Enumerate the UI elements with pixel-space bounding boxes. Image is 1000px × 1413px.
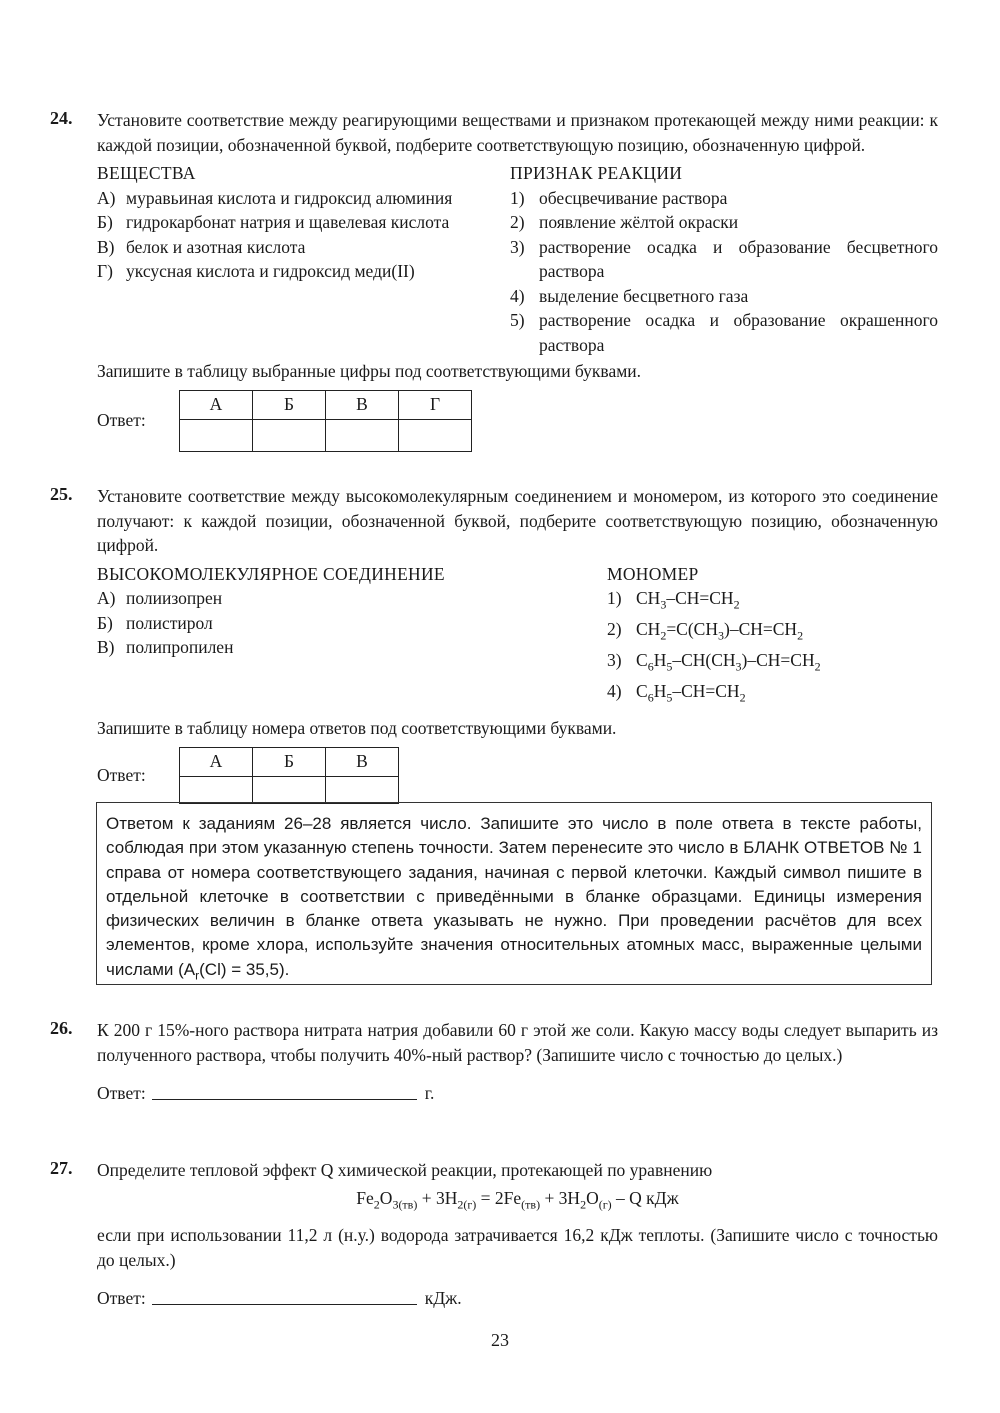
answer-table: [179, 747, 399, 804]
answer-cell[interactable]: [326, 776, 399, 803]
task-number: 27.: [50, 1158, 73, 1178]
task-26: [50, 1018, 938, 1104]
task-prompt: Установите соответствие между реагирующими веществами и признаком протекающей между ними реакции: к каждой позиции, обозначенной буквой, подберите соответствующую позицию, обозначенную цифрой.: [97, 110, 938, 155]
answer-unit: г.: [424, 1083, 435, 1103]
answer-cell[interactable]: [180, 419, 253, 451]
task-condition: если при использовании 11,2 л (н.у.) водорода затрачивается 16,2 кДж теплоты. (Запишите число с точностью до целых.): [97, 1225, 938, 1270]
answer-unit: кДж.: [424, 1288, 462, 1308]
answer-cell[interactable]: [326, 419, 399, 451]
answer-label: Ответ:: [97, 1083, 146, 1103]
list-item: 4) $C_6H_5-CH=CH_2$: [607, 681, 746, 705]
answer-line: [97, 1286, 938, 1309]
task-prompt: Установите соответствие между высокомолекулярным соединением и мономером, из которого это соединение получают: к каждой позиции, обозначенной буквой, подберите соответствующую позицию, обозначенную цифрой.: [97, 486, 938, 555]
reaction-equation: $Fe_2O_{3(тв)} + 3H_{2(г)} = 2Fe_{(тв)} + 3H_2O_{(г)} - Q$ кДж: [356, 1187, 679, 1211]
answer-cell[interactable]: [253, 419, 326, 451]
reaction-sign-column: [510, 161, 938, 357]
list-item: В) полипропилен: [97, 637, 234, 657]
list-item: 1) $CH_3-CH=CH_2$: [607, 588, 740, 612]
list-item: Б) полистирол: [97, 612, 213, 633]
list-item: 2) $CH_2=C(CH_3)-CH=CH_2$: [607, 619, 804, 643]
task-24: [50, 108, 938, 452]
table-header-cell: Б: [253, 747, 326, 776]
table-header-cell: Б: [253, 390, 326, 419]
list-item: А) полиизопрен: [97, 588, 223, 608]
page-number: 23: [491, 1330, 509, 1350]
polymer-column: [97, 562, 558, 711]
list-item: 3) $C_6H_5-CH(CH_3)-CH=CH_2$: [607, 650, 821, 674]
task-prompt: К 200 г 15%-ного раствора нитрата натрия добавили 60 г этой же соли. Какую массу воды следует выпарить из полученного раствора, чтобы получить 40%-ный раствор? (Запишите число с точностью до целых.): [97, 1020, 938, 1065]
answer-line: [97, 1081, 938, 1104]
answer-label: Ответ:: [97, 764, 146, 785]
answer-cell[interactable]: [180, 776, 253, 803]
answer-row: [97, 390, 938, 452]
instructions-text: Ответом к заданиям 26–28 является число. Запишите это число в поле ответа в тексте работы, соблюдая при этом указанную степень точности. Затем перенесите это число в БЛАНК ОТВЕТОВ № 1 справа от номера соответствующего задания, начиная с первой клеточки. Каждый символ пишите в отдельной клеточке в соответствии с приведёнными в бланке образцами. Единицы измерения физических величин в бланке ответа указывать не нужно. При проведении расчётов для всех элементов, кроме хлора, используйте значения относительных атомных масс, выраженные целыми числами $(A_r(Cl) = 35,5)$.: [106, 814, 922, 983]
list-item: А) муравьиная кислота и гидроксид алюминия: [97, 187, 453, 208]
task-number: 26.: [50, 1018, 73, 1038]
list-item: 3) растворение осадка и образование бесцветного раствора: [510, 236, 938, 281]
column-header: ВЫСОКОМОЛЕКУЛЯРНОЕ СОЕДИНЕНИЕ: [97, 563, 445, 584]
task-number: 25.: [50, 484, 73, 504]
list-item: 2) появление жёлтой окраски: [510, 212, 739, 232]
instructions-box: [96, 802, 932, 985]
table-header-cell: Г: [399, 390, 472, 419]
substances-column: [97, 161, 462, 357]
table-header-cell: А: [180, 747, 253, 776]
column-header: ПРИЗНАК РЕАКЦИИ: [510, 163, 683, 183]
monomer-column: [607, 562, 907, 711]
answer-input[interactable]: [152, 1286, 417, 1305]
answer-table: [179, 390, 472, 452]
list-item: В) белок и азотная кислота: [97, 236, 306, 257]
list-item: Б) гидрокарбонат натрия и щавелевая кислота: [97, 212, 450, 232]
column-header: МОНОМЕР: [607, 563, 699, 584]
table-header-cell: А: [180, 390, 253, 419]
task-number: 24.: [50, 108, 73, 128]
task-27: [50, 1158, 938, 1309]
answer-label: Ответ:: [97, 1288, 146, 1308]
matching-columns: [97, 562, 938, 711]
answer-label: Ответ:: [97, 410, 146, 430]
answer-input[interactable]: [152, 1081, 417, 1100]
list-item: Г) уксусная кислота и гидроксид меди(II): [97, 261, 415, 281]
column-header: ВЕЩЕСТВА: [97, 163, 196, 183]
answer-row: [97, 747, 938, 804]
instruction: Запишите в таблицу номера ответов под соответствующими буквами.: [97, 718, 617, 738]
answer-cell[interactable]: [253, 776, 326, 803]
list-item: 5) растворение осадка и образование окрашенного раствора: [510, 310, 938, 355]
table-header-cell: В: [326, 747, 399, 776]
list-item: 1) обесцвечивание раствора: [510, 187, 728, 208]
table-header-cell: В: [326, 390, 399, 419]
list-item: 4) выделение бесцветного газа: [510, 285, 749, 306]
instruction: Запишите в таблицу выбранные цифры под соответствующими буквами.: [97, 361, 642, 381]
answer-cell[interactable]: [399, 419, 472, 451]
task-25: [50, 484, 938, 804]
matching-columns: [97, 161, 938, 357]
task-prompt: Определите тепловой эффект Q химической реакции, протекающей по уравнению: [97, 1160, 713, 1180]
